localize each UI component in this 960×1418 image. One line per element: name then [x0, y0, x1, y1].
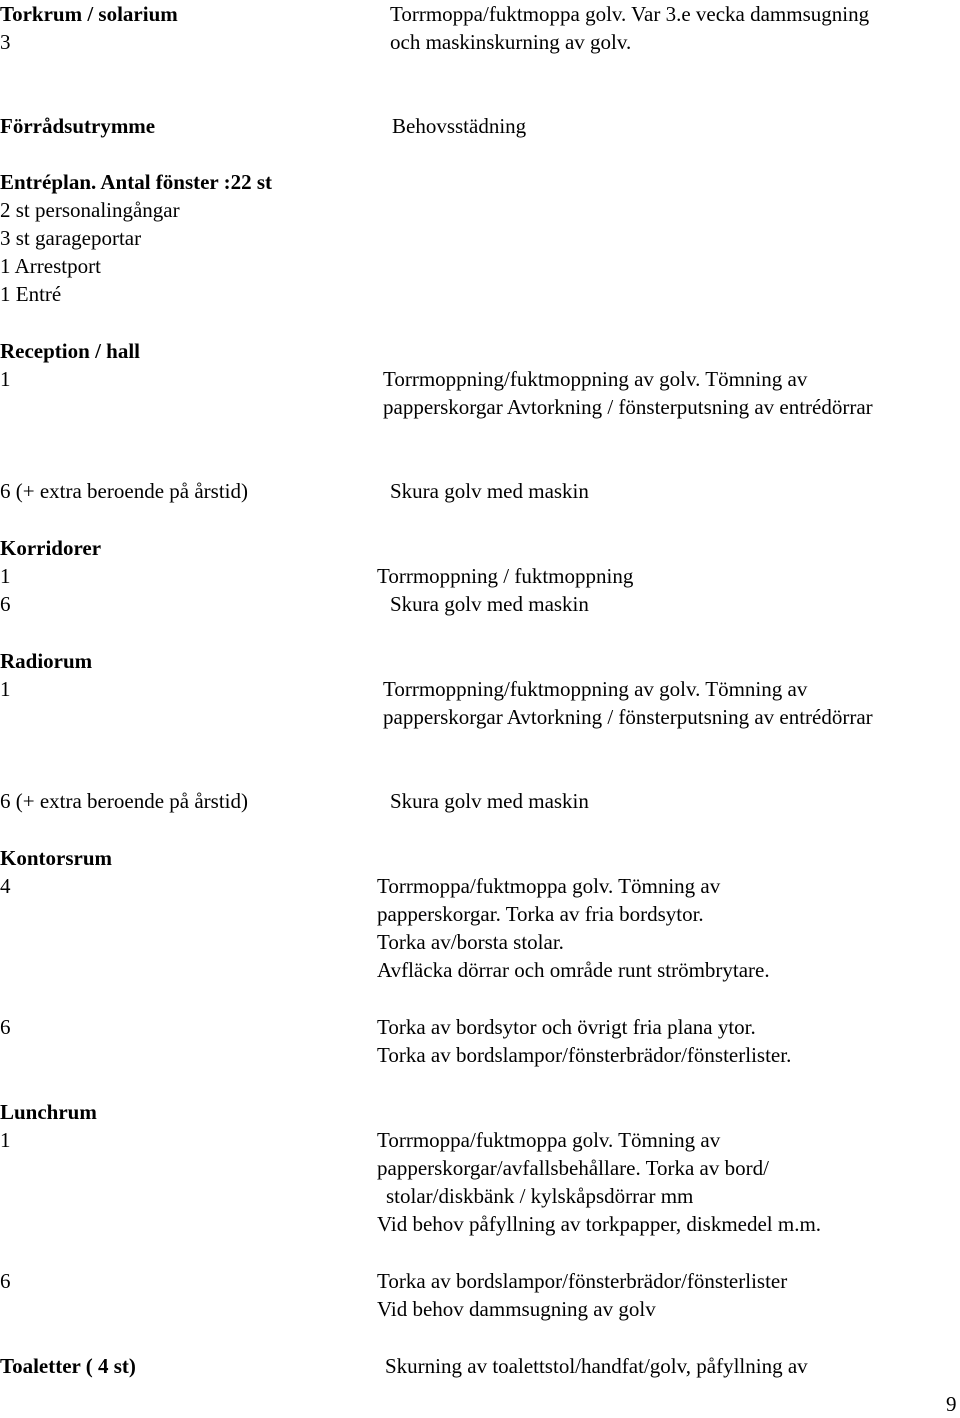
section-heading-toaletter: Toaletter ( 4 st): [0, 1354, 136, 1378]
task-description-line: papperskorgar. Torka av fria bordsytor.: [377, 902, 704, 926]
task-description-line: Torka av/borsta stolar.: [377, 930, 564, 954]
task-description-line: papperskorgar Avtorkning / fönsterputsning av entrédörrar: [383, 705, 873, 729]
frequency-value: 6: [0, 1015, 11, 1039]
task-description-line: Vid behov dammsugning av golv: [377, 1297, 656, 1321]
task-description-line: Torka av bordslampor/fönsterbrädor/fönsterlister.: [377, 1043, 792, 1067]
section-heading-korridorer: Korridorer: [0, 536, 102, 560]
task-description-line: Torrmoppning/fuktmoppning av golv. Tömning av: [383, 677, 808, 701]
frequency-value: 3: [0, 30, 11, 54]
frequency-value: 6: [0, 592, 11, 616]
task-description-line: papperskorgar Avtorkning / fönsterputsning av entrédörrar: [383, 395, 873, 419]
task-description-line: Skura golv med maskin: [390, 479, 589, 503]
task-description-line: Torrmoppa/fuktmoppa golv. Tömning av: [377, 1128, 721, 1152]
task-description-line: Torrmoppa/fuktmoppa golv. Var 3.e vecka dammsugning: [390, 2, 870, 26]
task-description-line: Avfläcka dörrar och område runt strömbrytare.: [377, 958, 770, 982]
task-description-line: Torrmoppa/fuktmoppa golv. Tömning av: [377, 874, 721, 898]
task-description-line: papperskorgar/avfallsbehållare. Torka av bord/: [377, 1156, 769, 1180]
section-heading-torkrum: Torkrum / solarium: [0, 2, 178, 26]
section-heading-forradsutrymme: Förrådsutrymme: [0, 114, 156, 138]
frequency-value: 6 (+ extra beroende på årstid): [0, 789, 248, 813]
task-description-line: Torrmoppning / fuktmoppning: [377, 564, 634, 588]
task-description-line: Vid behov påfyllning av torkpapper, diskmedel m.m.: [377, 1212, 822, 1236]
frequency-value: 4: [0, 874, 11, 898]
task-description-line: stolar/diskbänk / kylskåpsdörrar mm: [386, 1184, 694, 1208]
task-description-line: Behovsstädning: [392, 114, 527, 138]
section-heading-lunchrum: Lunchrum: [0, 1100, 97, 1124]
task-description-line: Torka av bordsytor och övrigt fria plana ytor.: [377, 1015, 756, 1039]
page-number: 9: [946, 1392, 957, 1416]
section-heading-entreplan: Entréplan. Antal fönster :22 st: [0, 170, 273, 194]
info-line: 2 st personalingångar: [0, 198, 180, 222]
section-heading-kontorsrum: Kontorsrum: [0, 846, 112, 870]
section-heading-reception: Reception / hall: [0, 339, 140, 363]
task-description-line: Skura golv med maskin: [390, 789, 589, 813]
info-line: 3 st garageportar: [0, 226, 142, 250]
frequency-value: 6: [0, 1269, 11, 1293]
task-description-line: Skurning av toalettstol/handfat/golv, påfyllning av: [385, 1354, 808, 1378]
frequency-value: 1: [0, 677, 11, 701]
task-description-line: Torrmoppning/fuktmoppning av golv. Tömning av: [383, 367, 808, 391]
frequency-value: 1: [0, 564, 11, 588]
task-description-line: Torka av bordslampor/fönsterbrädor/fönsterlister: [377, 1269, 788, 1293]
info-line: 1 Arrestport: [0, 254, 101, 278]
section-heading-radiorum: Radiorum: [0, 649, 93, 673]
frequency-value: 1: [0, 1128, 11, 1152]
frequency-value: 6 (+ extra beroende på årstid): [0, 479, 248, 503]
frequency-value: 1: [0, 367, 11, 391]
info-line: 1 Entré: [0, 282, 62, 306]
task-description-line: Skura golv med maskin: [390, 592, 589, 616]
task-description-line: och maskinskurning av golv.: [390, 30, 632, 54]
